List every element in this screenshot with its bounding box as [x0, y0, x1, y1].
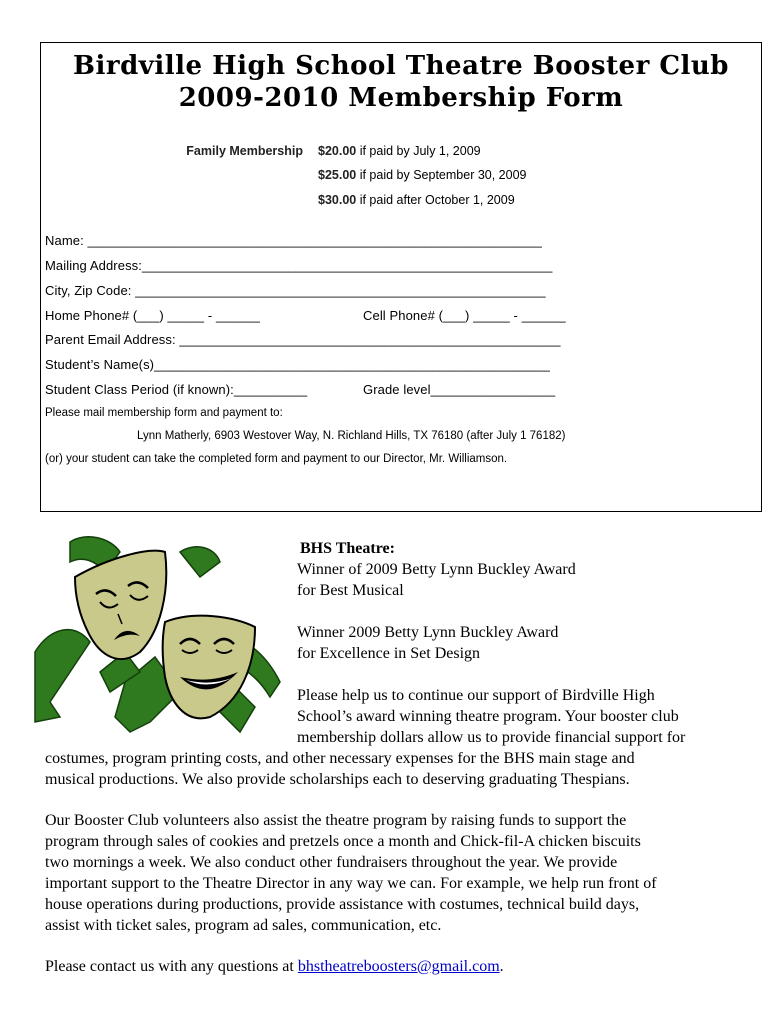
fee-condition: if paid by July 1, 2009	[356, 144, 481, 158]
fee-amount: $30.00	[318, 193, 357, 207]
student-names-field[interactable]: Student’s Name(s)______________________________________________________	[45, 357, 550, 372]
contact-suffix: .	[499, 958, 504, 975]
cell-phone-field[interactable]: Cell Phone# (___) _____ - ______	[363, 308, 566, 323]
city-zip-field[interactable]: City, Zip Code: ________________________________________________________	[45, 283, 546, 298]
grade-level-field[interactable]: Grade level_________________	[363, 382, 556, 397]
fee-amount: $20.00	[318, 144, 357, 158]
paragraph2-line: two mornings a week. We also conduct other fundraisers throughout the year. We provide	[45, 854, 618, 871]
mail-instruction: Please mail membership form and payment to:	[45, 407, 283, 419]
fee-row	[318, 144, 481, 158]
paragraph2-line: house operations during productions, provide assistance with costumes, technical build days,	[45, 896, 640, 913]
award2-line2: for Excellence in Set Design	[297, 645, 481, 662]
mailing-address-field[interactable]: Mailing Address:________________________________________________________	[45, 258, 553, 273]
fee-row	[318, 193, 515, 207]
form-title-line2: 2009-2010 Membership Form	[178, 83, 624, 113]
form-title-line1: Birdville High School Theatre Booster Club	[73, 51, 729, 81]
paragraph2-line: program through sales of cookies and pretzels once a month and Chick-fil-A chicken biscuits	[45, 833, 641, 850]
family-membership-label: Family Membership	[186, 144, 303, 158]
paragraph1-line: musical productions. We also provide scholarships each to deserving graduating Thespians.	[45, 771, 630, 788]
paragraph2-line: assist with ticket sales, program ad sales, communication, etc.	[45, 917, 442, 934]
paragraph2-line: important support to the Theatre Director in any way we can. For example, we help run front of	[45, 875, 657, 892]
award1-line2: for Best Musical	[297, 582, 404, 599]
paragraph1-line: School’s award winning theatre program. Your booster club	[297, 708, 679, 725]
paragraph2-line: Our Booster Club volunteers also assist the theatre program by raising funds to support the	[45, 812, 627, 829]
paragraph1-line: Please help us to continue our support of Birdville High	[297, 687, 655, 704]
mail-address: Lynn Matherly, 6903 Westover Way, N. Richland Hills, TX 76180 (after July 1 76182)	[137, 430, 566, 442]
class-period-field[interactable]: Student Class Period (if known):__________	[45, 382, 308, 397]
membership-form	[40, 42, 762, 512]
fee-condition: if paid by September 30, 2009	[356, 168, 527, 182]
home-phone-field[interactable]: Home Phone# (___) _____ - ______	[45, 308, 260, 323]
award2-line1: Winner 2009 Betty Lynn Buckley Award	[297, 624, 559, 641]
director-note: (or) your student can take the completed form and payment to our Director, Mr. Williamson.	[45, 453, 508, 465]
fee-condition: if paid after October 1, 2009	[356, 193, 515, 207]
paragraph1-line: membership dollars allow us to provide financial support for	[297, 729, 686, 746]
contact-prefix: Please contact us with any questions at	[45, 958, 298, 975]
comedy-tragedy-masks-icon	[30, 532, 290, 742]
parent-email-field[interactable]: Parent Email Address: ____________________________________________________	[45, 332, 561, 347]
info-heading: BHS Theatre:	[300, 540, 395, 557]
award1-line1: Winner of 2009 Betty Lynn Buckley Award	[297, 561, 576, 578]
name-field[interactable]: Name: ______________________________________________________________	[45, 233, 542, 248]
paragraph1-line: costumes, program printing costs, and other necessary expenses for the BHS main stage and	[45, 750, 635, 767]
fee-row	[318, 168, 527, 182]
contact-line	[45, 956, 504, 977]
fee-amount: $25.00	[318, 168, 357, 182]
contact-email-link[interactable]: bhstheatreboosters@gmail.com	[297, 958, 500, 975]
